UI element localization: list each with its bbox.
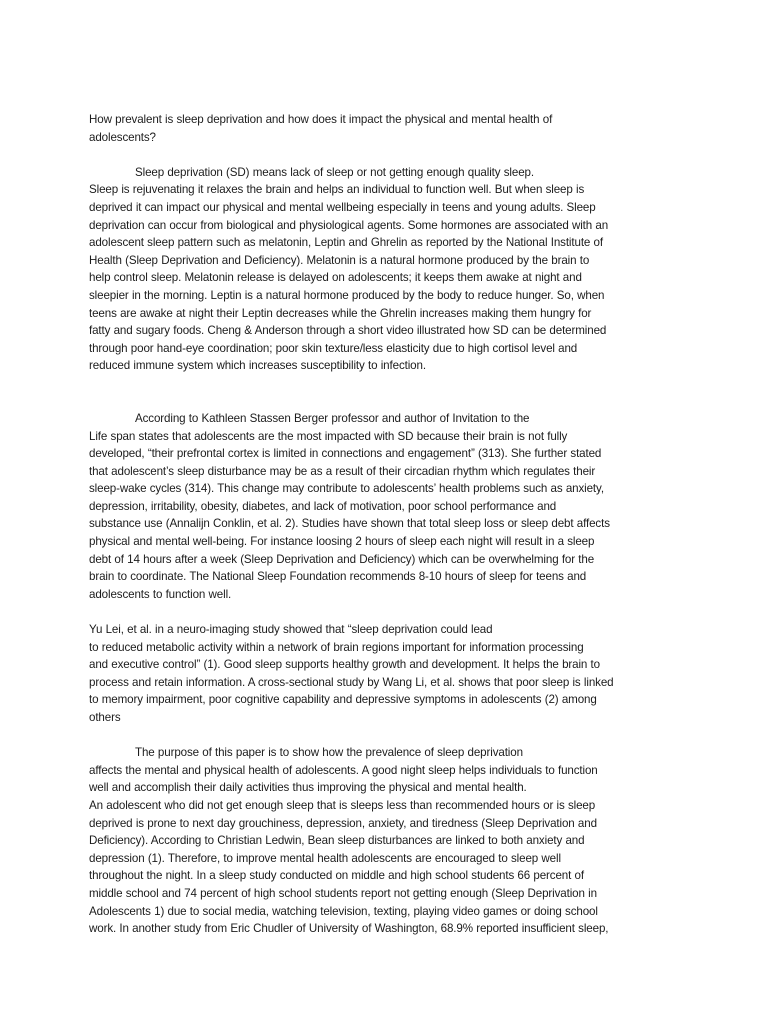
paragraph-line: substance use (Annalijn Conklin, et al. 2). Studies have shown that total sleep loss or sleep debt affects bbox=[89, 517, 610, 531]
paragraph-line: middle school and 74 percent of high school students report not getting enough (Sleep Deprivation in bbox=[89, 886, 597, 900]
paragraph-line: process and retain information. A cross-sectional study by Wang Li, et al. shows that poor sleep is linked bbox=[89, 675, 614, 689]
paragraph-line: others bbox=[89, 711, 121, 724]
paragraph-line: to memory impairment, poor cognitive capability and depressive symptoms in adolescents (2) among bbox=[89, 693, 597, 707]
paragraph-line: and executive control” (1). Good sleep supports healthy growth and development. It helps the brain to bbox=[89, 658, 600, 672]
paragraph-line: Yu Lei, et al. in a neuro-imaging study showed that “sleep deprivation could lead bbox=[89, 623, 493, 637]
paragraph-line: The purpose of this paper is to show how the prevalence of sleep deprivation bbox=[135, 746, 523, 760]
paragraph-line: sleepier in the morning. Leptin is a natural hormone produced by the body to reduce hunger. So, when bbox=[89, 288, 605, 302]
paragraph-line: well and accomplish their daily activities thus improving the physical and mental health. bbox=[89, 781, 527, 795]
paragraph-line: developed, “their prefrontal cortex is limited in connections and engagement” (313). She further stated bbox=[89, 447, 602, 461]
paragraph-line: sleep-wake cycles (314). This change may contribute to adolescents’ health problems such as anxiety, bbox=[89, 482, 604, 496]
paragraph-line: Health (Sleep Deprivation and Deficiency). Melatonin is a natural hormone produced by the brain to bbox=[89, 253, 590, 267]
paragraph-line: Sleep deprivation (SD) means lack of sleep or not getting enough quality sleep. bbox=[135, 165, 534, 179]
paragraph-line: According to Kathleen Stassen Berger professor and author of Invitation to the bbox=[135, 411, 530, 425]
paragraph-line: teens are awake at night their Leptin decreases while the Ghrelin increases making them hungry for bbox=[89, 306, 592, 320]
paragraph-line: to reduced metabolic activity within a network of brain regions important for information processing bbox=[89, 640, 584, 654]
document-page bbox=[89, 111, 689, 938]
paragraph-line: affects the mental and physical health of adolescents. A good night sleep helps individuals to function bbox=[89, 763, 598, 777]
paragraph-line: brain to coordinate. The National Sleep Foundation recommends 8-10 hours of sleep for teens and bbox=[89, 570, 587, 584]
paragraph-line: depression, irritability, obesity, diabetes, and lack of motivation, poor school performance and bbox=[89, 499, 557, 513]
paragraph-line: Life span states that adolescents are the most impacted with SD because their brain is not fully bbox=[89, 429, 568, 443]
paragraph-line: Adolescents 1) due to social media, watching television, texting, playing video games or doing school bbox=[89, 904, 598, 918]
paragraph-line: work. In another study from Eric Chudler of University of Washington, 68.9% reported insufficient sleep, bbox=[89, 922, 609, 936]
paragraph-line: that adolescent’s sleep disturbance may be as a result of their circadian rhythm which regulates their bbox=[89, 464, 596, 478]
paragraph-line: depression (1). Therefore, to improve mental health adolescents are encouraged to sleep well bbox=[89, 851, 561, 865]
paragraph-line: debt of 14 hours after a week (Sleep Deprivation and Deficiency) which can be overwhelming for the bbox=[89, 552, 595, 566]
paragraph-line: deprived it can impact our physical and mental wellbeing especially in teens and young adults. Sleep bbox=[89, 200, 596, 214]
paragraph-line: through poor hand-eye coordination; poor skin texture/less elasticity due to high cortisol level and bbox=[89, 341, 578, 355]
paragraph-line: deprived is prone to next day grouchiness, depression, anxiety, and tiredness (Sleep Deprivation and bbox=[89, 816, 597, 830]
paragraph-line: Sleep is rejuvenating it relaxes the brain and helps an individual to function well. But when sleep is bbox=[89, 183, 585, 197]
paragraph-line: Deficiency). According to Christian Ledwin, Bean sleep disturbances are linked to both anxiety and bbox=[89, 834, 585, 848]
title-line: How prevalent is sleep deprivation and how does it impact the physical and mental health of bbox=[89, 113, 553, 126]
paragraph-line: reduced immune system which increases susceptibility to infection. bbox=[89, 359, 426, 373]
paragraph-line: deprivation can occur from biological and physiological agents. Some hormones are associated with an bbox=[89, 218, 609, 232]
paragraph-berger bbox=[89, 410, 689, 604]
paragraph-line: throughout the night. In a sleep study conducted on middle and high school students 66 percent of bbox=[89, 869, 584, 883]
paragraph-line: adolescent sleep pattern such as melatonin, Leptin and Ghrelin as reported by the National Institute of bbox=[89, 236, 603, 250]
paragraph-line: help control sleep. Melatonin release is delayed on adolescents; it keeps them awake at night and bbox=[89, 271, 582, 285]
paragraph-line: fatty and sugary foods. Cheng & Anderson through a short video illustrated how SD can be determined bbox=[89, 324, 607, 338]
paragraph-line: An adolescent who did not get enough sleep that is sleeps less than recommended hours or is sleep bbox=[89, 798, 596, 812]
paragraph-purpose bbox=[89, 744, 689, 938]
paragraph-line: physical and mental well-being. For instance loosing 2 hours of sleep each night will result in a sleep bbox=[89, 535, 595, 549]
title-line: adolescents? bbox=[89, 130, 156, 144]
paragraph-yu-lei bbox=[89, 621, 689, 727]
document-title bbox=[89, 111, 689, 146]
paragraph-line: adolescents to function well. bbox=[89, 587, 232, 601]
paragraph-sleep-deprivation-definition bbox=[89, 164, 689, 375]
